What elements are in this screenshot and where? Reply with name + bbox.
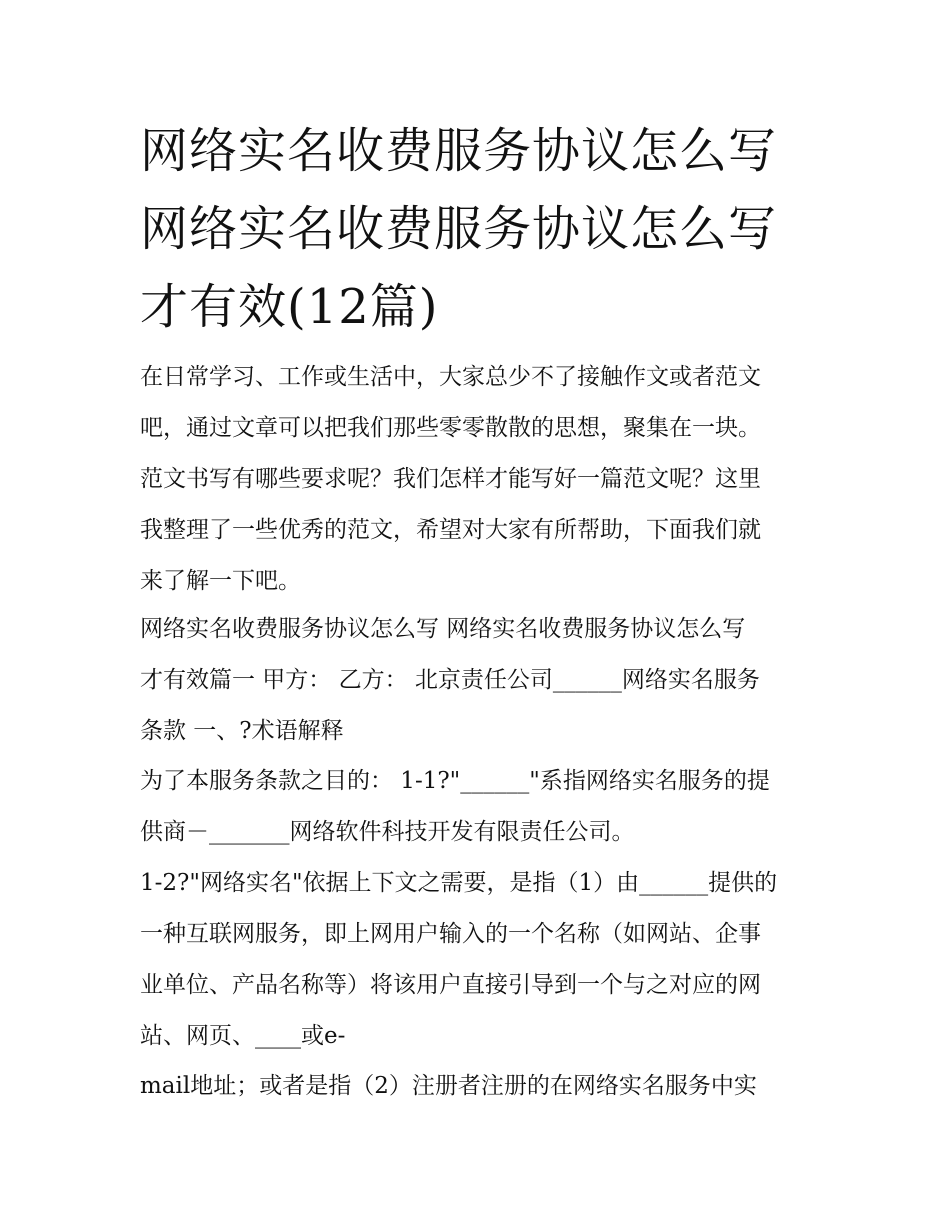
text-line: 在日常学习、工作或生活中，大家总少不了接触作文或者范文 (140, 364, 761, 390)
text-line: 网络实名收费服务协议怎么写 网络实名收费服务协议怎么写 (140, 616, 746, 642)
text-line: 范文书写有哪些要求呢？我们怎样才能写好一篇范文呢？这里 (140, 466, 761, 492)
text-line: mail地址；或者是指（2）注册者注册的在网络实名服务中实 (140, 1073, 757, 1099)
text-line: 1-2?"网络实名"依据上下文之需要，是指（1）由______提供的 (140, 870, 778, 896)
text-line: 供商－_______网络软件科技开发有限责任公司。 (140, 819, 635, 845)
text-line: 我整理了一些优秀的范文，希望对大家有所帮助，下面我们就 (140, 517, 761, 543)
title-line: 网络实名收费服务协议怎么写 (140, 123, 778, 179)
text-line: 一种互联网服务，即上网用户输入的一个名称（如网站、企事 (140, 921, 761, 947)
clause-1-1-paragraph (140, 756, 830, 858)
text-line: 才有效篇一 甲方： 乙方： 北京责任公司______网络实名服务 (140, 667, 760, 693)
section-heading-paragraph (140, 604, 830, 757)
text-line: 业单位、产品名称等）将该用户直接引导到一个与之对应的网 (140, 972, 761, 998)
clause-1-2-continued-paragraph (140, 1061, 830, 1112)
text-line: 站、网页、____或e- (140, 1023, 346, 1049)
clause-1-2-paragraph (140, 858, 830, 1062)
text-line: 条款 一、?术语解释 (140, 718, 344, 744)
title-line: 网络实名收费服务协议怎么写 (140, 201, 778, 257)
text-line: 吧，通过文章可以把我们那些零零散散的思想，聚集在一块。 (140, 415, 761, 441)
intro-paragraph (140, 352, 830, 607)
document-title (140, 112, 840, 346)
title-line: 才有效(12篇) (140, 279, 439, 335)
text-line: 为了本服务条款之目的： 1-1?"______"系指网络实名服务的提 (140, 768, 770, 794)
text-line: 来了解一下吧。 (140, 568, 301, 594)
